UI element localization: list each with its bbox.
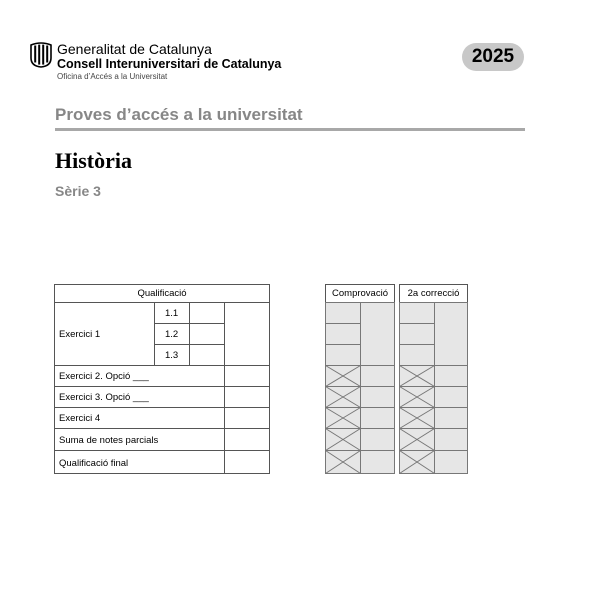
year-badge: 2025 xyxy=(462,43,524,71)
row-sum-label: Suma de notes parcials xyxy=(59,435,159,446)
second-crossed-cells xyxy=(399,365,435,474)
sub-item-1-score[interactable] xyxy=(189,302,225,324)
check-cell xyxy=(360,302,395,366)
check-crossed-cells xyxy=(325,365,361,474)
check-cell xyxy=(360,450,395,474)
catalan-government-logo-icon xyxy=(30,42,52,68)
sub-item-2: 1.2 xyxy=(165,329,179,340)
check-cell xyxy=(325,323,361,345)
sub-item-3: 1.3 xyxy=(165,350,179,361)
check-cell xyxy=(325,344,361,366)
org-name-line3: Oficina d’Accés a la Universitat xyxy=(57,72,168,81)
second-cell xyxy=(434,428,468,451)
check-cell xyxy=(325,302,361,324)
sub-item-3-score[interactable] xyxy=(189,344,225,366)
grading-header: Qualificació xyxy=(137,288,187,299)
check-cell xyxy=(360,386,395,408)
second-cell xyxy=(399,344,435,366)
second-cell xyxy=(399,302,435,324)
sub-item-2-score[interactable] xyxy=(189,323,225,345)
check-cell xyxy=(360,428,395,451)
second-header: 2a correcció xyxy=(407,288,460,299)
second-cell xyxy=(434,450,468,474)
row-exercise2-score[interactable] xyxy=(224,365,270,387)
subject-title: Història xyxy=(55,148,132,173)
row-final-label: Qualificació final xyxy=(59,458,129,469)
row-final-score[interactable] xyxy=(224,450,270,474)
exam-title: Proves d’accés a la universitat xyxy=(55,105,303,124)
second-cell xyxy=(434,386,468,408)
org-name-line1: Generalitat de Catalunya xyxy=(57,41,212,57)
exercise1-total[interactable] xyxy=(224,302,270,366)
row-exercise3-score[interactable] xyxy=(224,386,270,408)
check-cell xyxy=(360,365,395,387)
row-exercise2-label: Exercici 2. Opció ___ xyxy=(59,371,149,382)
sub-item-1: 1.1 xyxy=(165,308,179,319)
check-cell xyxy=(360,407,395,429)
exercise1-label: Exercici 1 xyxy=(59,329,101,340)
second-cell xyxy=(434,365,468,387)
row-exercise3-label: Exercici 3. Opció ___ xyxy=(59,392,149,403)
check-header: Comprovació xyxy=(332,288,388,299)
title-divider xyxy=(55,128,525,131)
row-exercise4-label: Exercici 4 xyxy=(59,413,101,424)
second-cell xyxy=(434,407,468,429)
org-name-line2: Consell Interuniversitari de Catalunya xyxy=(57,57,282,71)
second-cell xyxy=(434,302,468,366)
second-cell xyxy=(399,323,435,345)
series-label: Sèrie 3 xyxy=(55,183,101,199)
row-sum-score[interactable] xyxy=(224,428,270,451)
row-exercise4-score[interactable] xyxy=(224,407,270,429)
